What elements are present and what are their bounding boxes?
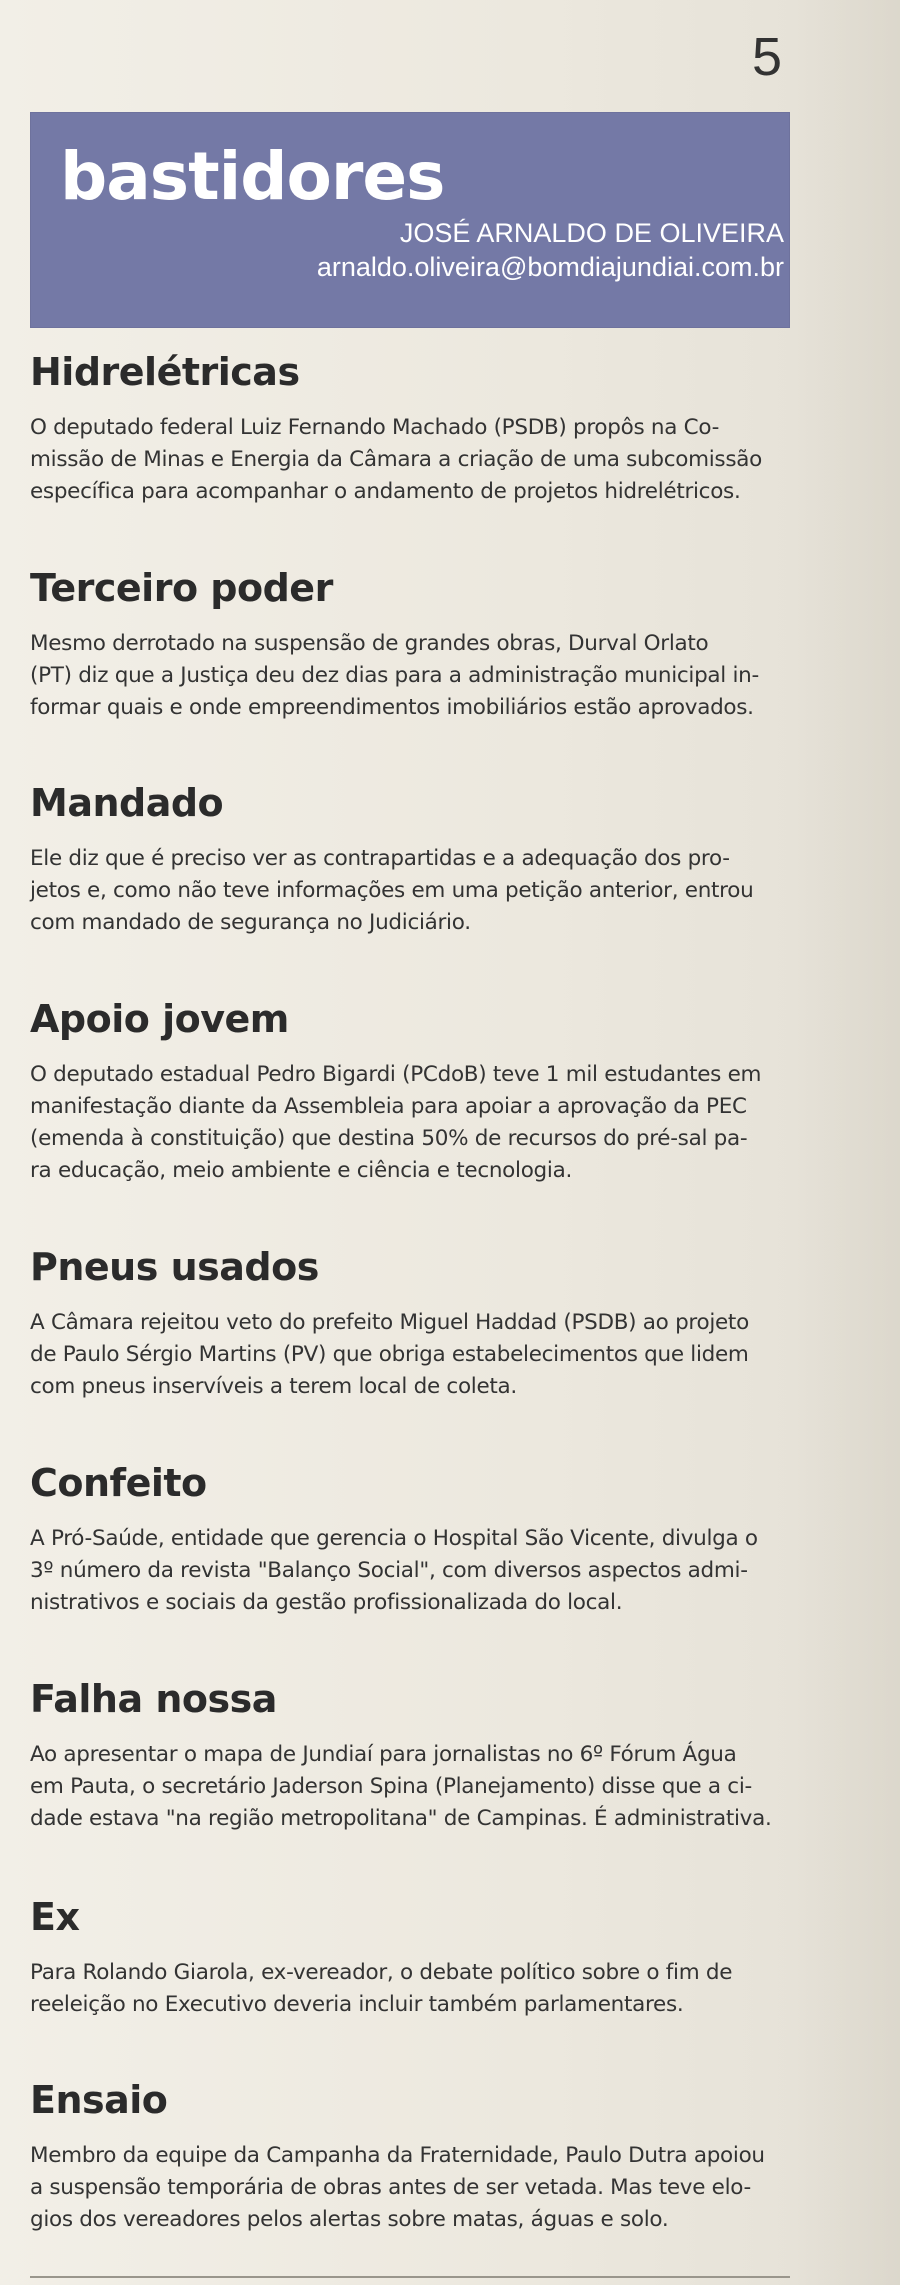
item-heading: Confeito bbox=[30, 1461, 207, 1505]
news-item-falha-nossa bbox=[30, 1677, 790, 1835]
item-body: A Pró-Saúde, entidade que gerencia o Hospital São Vicente, divulga o 3º número da revista "Balanço Social", com diversos aspectos admi- nistrativos e sociais da gestão profissionalizada do local. bbox=[30, 1526, 758, 1615]
item-heading: Ex bbox=[30, 1895, 80, 1939]
author-name: JOSÉ ARNALDO DE OLIVEIRA bbox=[399, 218, 784, 248]
item-heading: Apoio jovem bbox=[30, 997, 289, 1041]
item-heading: Mandado bbox=[30, 781, 224, 825]
item-body: Para Rolando Giarola, ex-vereador, o debate político sobre o fim de reeleição no Executivo deveria incluir também parlamentares. bbox=[30, 1960, 733, 2017]
bottom-rule bbox=[30, 2276, 790, 2278]
item-body: Ele diz que é preciso ver as contrapartidas e a adequação dos pro- jetos e, como não teve informações em uma petição anterior, entrou com mandado de segurança no Judiciário. bbox=[30, 846, 754, 935]
page-shadow bbox=[790, 0, 900, 2285]
column-header-banner bbox=[30, 112, 790, 328]
item-heading: Hidrelétricas bbox=[30, 350, 300, 394]
news-item-pneus-usados bbox=[30, 1245, 790, 1403]
item-heading: Terceiro poder bbox=[30, 566, 333, 610]
news-item-hidreletricas bbox=[30, 350, 790, 508]
column-title: bastidores bbox=[60, 138, 445, 215]
page-number: 5 bbox=[752, 27, 783, 87]
news-item-confeito bbox=[30, 1461, 790, 1619]
item-body: O deputado federal Luiz Fernando Machado (PSDB) propôs na Co- missão de Minas e Energia da Câmara a criação de uma subcomissão específica para acompanhar o andamento de projetos hidrelétricos. bbox=[30, 415, 762, 504]
item-heading: Pneus usados bbox=[30, 1245, 319, 1289]
item-heading: Ensaio bbox=[30, 2078, 168, 2122]
author-email: arnaldo.oliveira@bomdiajundiai.com.br bbox=[316, 252, 784, 282]
item-body: Membro da equipe da Campanha da Fraternidade, Paulo Dutra apoiou a suspensão temporária de obras antes de ser vetada. Mas teve elo- gios dos vereadores pelos alertas sobre matas, águas e solo. bbox=[30, 2143, 765, 2232]
item-body: Ao apresentar o mapa de Jundiaí para jornalistas no 6º Fórum Água em Pauta, o secretário Jaderson Spina (Planejamento) disse que a ci- dade estava "na região metropolitana" de Campinas. É administrativa. bbox=[30, 1742, 772, 1831]
item-body: A Câmara rejeitou veto do prefeito Miguel Haddad (PSDB) ao projeto de Paulo Sérgio Martins (PV) que obriga estabelecimentos que lidem com pneus inservíveis a terem local de coleta. bbox=[30, 1310, 749, 1399]
news-item-apoio-jovem bbox=[30, 997, 790, 1187]
news-item-ensaio bbox=[30, 2078, 790, 2236]
news-item-ex bbox=[30, 1895, 790, 2021]
item-body: Mesmo derrotado na suspensão de grandes obras, Durval Orlato (PT) diz que a Justiça deu dez dias para a administração municipal in- formar quais e onde empreendimentos imobiliários estão aprovados. bbox=[30, 631, 759, 720]
item-body: O deputado estadual Pedro Bigardi (PCdoB) teve 1 mil estudantes em manifestação diante da Assembleia para apoiar a aprovação da PEC (emenda à constituição) que destina 50% de recursos do pré-sal pa- ra educação, meio ambiente e ciência e tecnologia. bbox=[30, 1062, 762, 1183]
item-heading: Falha nossa bbox=[30, 1677, 277, 1721]
news-item-terceiro-poder bbox=[30, 566, 790, 724]
news-item-mandado bbox=[30, 781, 790, 939]
